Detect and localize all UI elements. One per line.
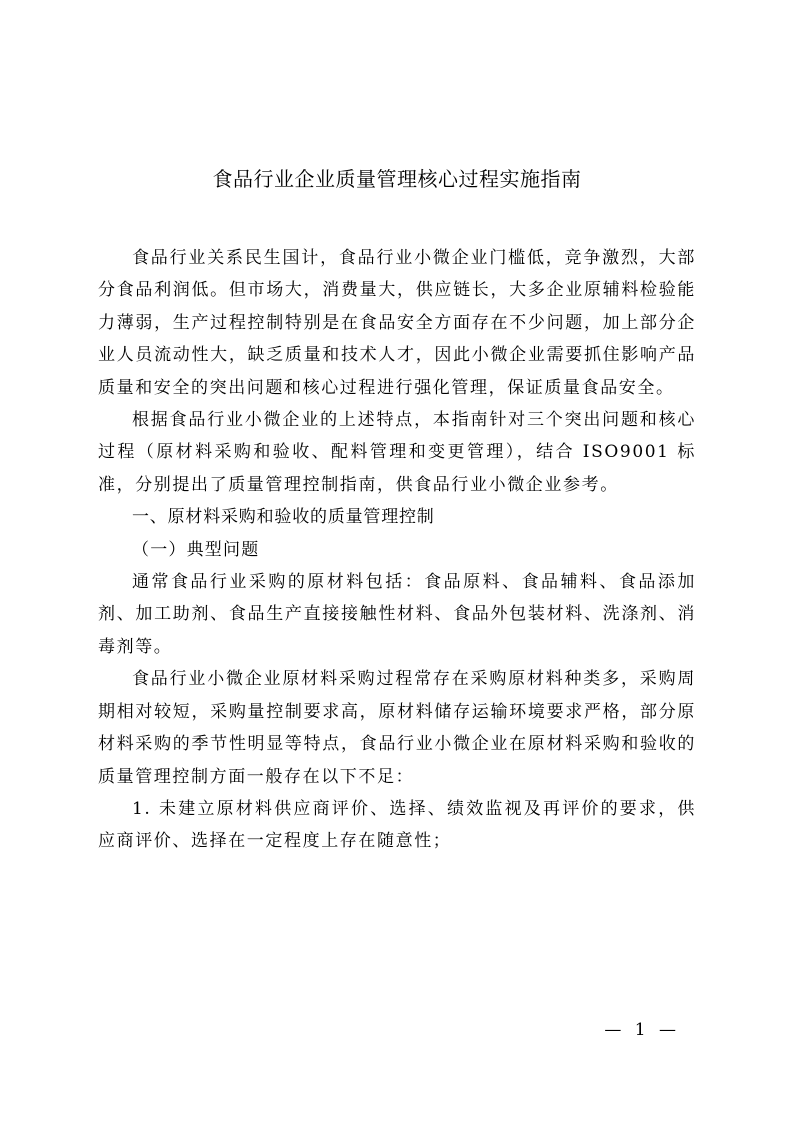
intro-paragraph-2: 根据食品行业小微企业的上述特点，本指南针对三个突出问题和核心过程（原材料采购和验收、配料管理和变更管理），结合 ISO9001 标准，分别提出了质量管理控制指南，供食品行业小微企业参考。 <box>98 410 696 495</box>
list-item-1: 1. 未建立原材料供应商评价、选择、绩效监视及再评价的要求，供应商评价、选择在一定程度上存在随意性； <box>98 798 696 852</box>
section-heading-1: 一、原材料采购和验收的质量管理控制 <box>132 507 435 528</box>
intro-paragraph-1: 食品行业关系民生国计，食品行业小微企业门槛低，竞争激烈，大部分食品利润低。但市场大，消费量大，供应链长，大多企业原辅料检验能力薄弱，生产过程控制特别是在食品安全方面存在不少问题，加上部分企业人员流动性大，缺乏质量和技术人才，因此小微企业需要抓住影响产品质量和安全的突出问题和核心过程进行强化管理，保证质量食品安全。 <box>98 248 696 398</box>
document-body <box>98 242 696 858</box>
subsection-heading-1: （一）典型问题 <box>132 539 260 560</box>
section-paragraph-1: 通常食品行业采购的原材料包括：食品原料、食品辅料、食品添加剂、加工助剂、食品生产直接接触性材料、食品外包装材料、洗涤剂、消毒剂等。 <box>98 572 696 657</box>
document-title: 食品行业企业质量管理核心过程实施指南 <box>212 167 582 191</box>
section-paragraph-2: 食品行业小微企业原材料采购过程常存在采购原材料种类多，采购周期相对较短，采购量控制要求高，原材料储存运输环境要求严格，部分原材料采购的季节性明显等特点，食品行业小微企业在原材料采购和验收的质量管理控制方面一般存在以下不足： <box>98 669 696 787</box>
page-number: — 1 — <box>604 1020 680 1040</box>
